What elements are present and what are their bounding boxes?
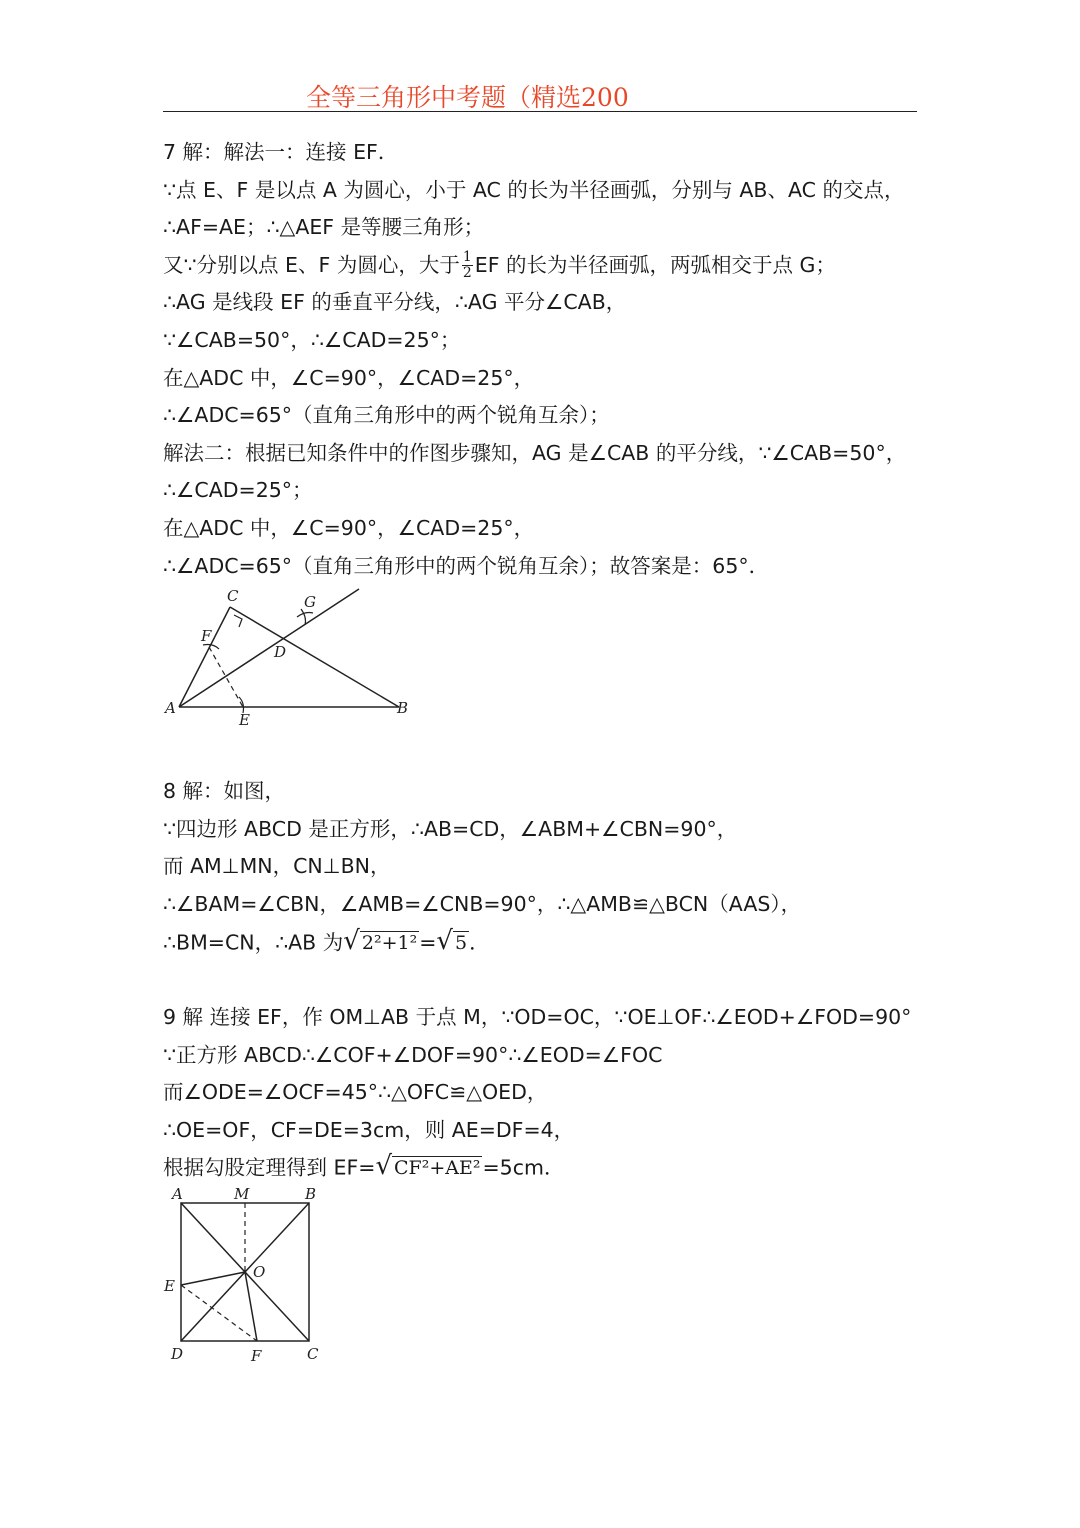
q9-solution xyxy=(163,999,963,1367)
q8-line: 而 AM⊥MN，CN⊥BN， xyxy=(163,854,391,879)
label-e: E xyxy=(239,711,250,730)
q9-last-before: 根据勾股定理得到 EF= xyxy=(163,1155,376,1180)
q9-line-with-radical xyxy=(163,1149,963,1187)
dashed-ef xyxy=(181,1285,257,1341)
q7-line: 解法二：根据已知条件中的作图步骤知，AG 是∠CAB 的平分线，∵∠CAB=50°， xyxy=(163,440,907,465)
q7-line: ∴∠CAD=25°； xyxy=(163,478,313,503)
label-e: E xyxy=(164,1277,175,1296)
radical-sign-icon: √ xyxy=(436,925,453,956)
half-fraction xyxy=(462,250,473,281)
q9-square-figure xyxy=(163,1187,363,1367)
q7-line4-after: EF 的长为半径画弧，两弧相交于点 G； xyxy=(474,252,836,277)
q9-last-after: =5cm． xyxy=(482,1155,565,1180)
radicand: 5 xyxy=(454,931,468,954)
q9-line: 9 解 连接 EF，作 OM⊥AB 于点 M，∵OD=OC，∵OE⊥OF∴∠EOD+∠FOD=90° xyxy=(163,1005,912,1030)
equals-sign: = xyxy=(419,929,437,954)
radicand: CF²+AE² xyxy=(394,1157,481,1180)
label-c: C xyxy=(307,1345,319,1364)
header-rule xyxy=(163,111,917,112)
q9-line: 而∠ODE=∠OCF=45°∴△OFC≌△OED， xyxy=(163,1080,548,1105)
q7-line-with-fraction xyxy=(163,247,963,285)
q8-line: ∵四边形 ABCD 是正方形，∴AB=CD，∠ABM+∠CBN=90°， xyxy=(163,816,738,841)
section-gap xyxy=(163,961,963,999)
fraction-denominator: 2 xyxy=(462,265,472,282)
q7-line: ∵点 E、F 是以点 A 为圆心，小于 AC 的长为半径画弧，分别与 AB、AC 的交点， xyxy=(163,177,905,202)
q8-line: 8 解：如图， xyxy=(163,779,286,804)
label-c: C xyxy=(227,587,239,606)
label-m: M xyxy=(234,1187,250,1204)
q7-solution xyxy=(163,134,963,735)
q8-last-after: ． xyxy=(469,929,490,954)
label-o: O xyxy=(253,1263,266,1282)
q7-line: ∴AF=AE；∴△AEF 是等腰三角形； xyxy=(163,215,485,240)
label-g: G xyxy=(304,593,316,612)
arc-g2 xyxy=(301,609,306,625)
q7-triangle-figure xyxy=(163,585,423,735)
q7-line4-before: 又∵分别以点 E、F 为圆心，大于 xyxy=(163,252,460,277)
sqrt-expression xyxy=(375,1149,482,1188)
segment-ac xyxy=(179,607,230,707)
q8-last-before: ∴BM=CN，∴AB 为 xyxy=(163,929,344,954)
q7-line: ∴AG 是线段 EF 的垂直平分线，∴AG 平分∠CAB， xyxy=(163,290,627,315)
label-b: B xyxy=(305,1187,317,1204)
q7-line: 7 解：解法一：连接 EF． xyxy=(163,140,399,164)
sqrt-expression xyxy=(436,924,469,963)
radical-sign-icon: √ xyxy=(343,925,360,956)
q8-solution xyxy=(163,773,963,961)
label-a: A xyxy=(172,1187,183,1204)
label-a: A xyxy=(165,699,176,718)
q8-line-with-radicals xyxy=(163,924,963,962)
radicand: 2²+1² xyxy=(361,931,418,954)
section-gap xyxy=(163,735,963,773)
label-f: F xyxy=(201,627,212,646)
q7-line: 在△ADC 中，∠C=90°，∠CAD=25°， xyxy=(163,365,535,390)
ray-ag xyxy=(179,589,359,707)
q9-line: ∵正方形 ABCD∴∠COF+∠DOF=90°∴∠EOD=∠FOC xyxy=(163,1042,663,1067)
page-title: 全等三角形中考题（精选200 xyxy=(306,83,629,112)
sqrt-expression xyxy=(343,924,419,963)
q7-line: 在△ADC 中，∠C=90°，∠CAD=25°， xyxy=(163,515,535,540)
fraction-numerator: 1 xyxy=(462,249,472,266)
label-d: D xyxy=(274,643,287,662)
q8-line: ∴∠BAM=∠CBN，∠AMB=∠CNB=90°，∴△AMB≌△BCN（AAS）， xyxy=(163,891,802,916)
radical-sign-icon: √ xyxy=(375,1151,393,1182)
q9-line: ∴OE=OF，CF=DE=3cm，则 AE=DF=4， xyxy=(163,1117,575,1142)
page-header xyxy=(0,76,1080,116)
label-b: B xyxy=(397,699,409,718)
label-d: D xyxy=(171,1345,184,1364)
document-body xyxy=(163,134,963,1367)
arc-f xyxy=(203,645,219,650)
right-angle-mark xyxy=(234,615,242,627)
q7-line: ∴∠ADC=65°（直角三角形中的两个锐角互余）；故答案是：65°． xyxy=(163,553,770,578)
label-f: F xyxy=(251,1347,262,1366)
q7-line: ∴∠ADC=65°（直角三角形中的两个锐角互余）； xyxy=(163,403,610,428)
q7-line: ∵∠CAB=50°，∴∠CAD=25°； xyxy=(163,327,461,352)
